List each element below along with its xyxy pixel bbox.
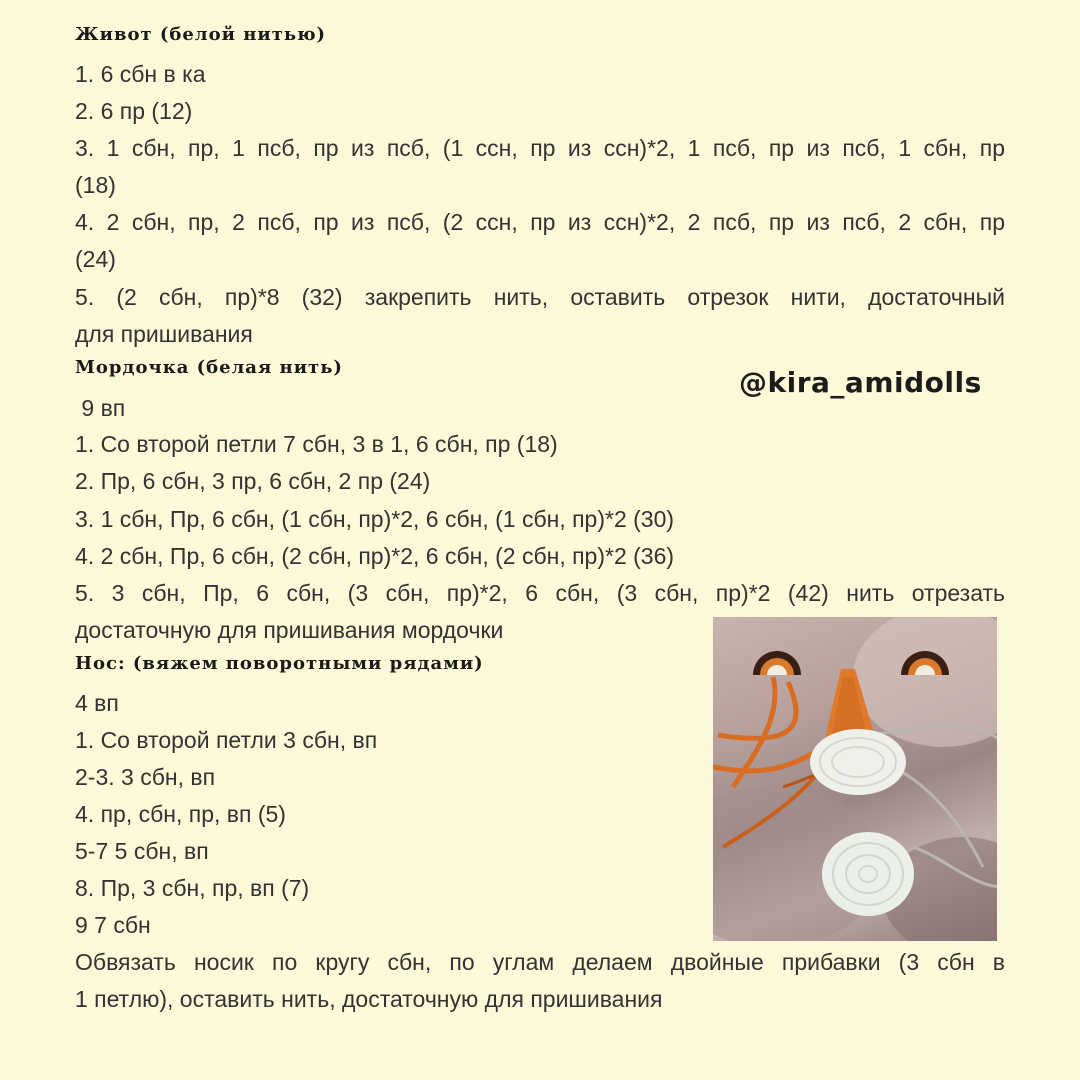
belly-row-2: 2. 6 пр (12) [75,98,193,124]
belly-row-5: 5. (2 сбн, пр)*8 (32) закрепить нить, оставить отрезок нити, достаточный [75,284,1005,310]
muzzle-row-1: 1. Со второй петли 7 сбн, 3 в 1, 6 сбн, пр (18) [75,431,558,457]
belly-row-5-cont: для пришивания [75,321,253,347]
muzzle-row-2: 2. Пр, 6 сбн, 3 пр, 6 сбн, 2 пр (24) [75,468,431,494]
nose-row-5: 8. Пр, 3 сбн, пр, вп (7) [75,875,310,901]
belly-row-4: 4. 2 сбн, пр, 2 псб, пр из псб, (2 ссн, пр из ссн)*2, 2 псб, пр из псб, 2 сбн, пр [75,209,1005,235]
belly-row-3: 3. 1 сбн, пр, 1 псб, пр из псб, (1 ссн, пр из ссн)*2, 1 псб, пр из псб, 1 сбн, пр [75,135,1005,161]
nose-row-6: 9 7 сбн [75,912,151,938]
nose-row-7: Обвязать носик по кругу сбн, по углам делаем двойные прибавки (3 сбн в [75,949,1005,975]
belly-row-1: 1. 6 сбн в ка [75,61,206,87]
muzzle-row-5-cont: достаточную для пришивания мордочки [75,617,504,643]
muzzle-row-3: 3. 1 сбн, Пр, 6 сбн, (1 сбн, пр)*2, 6 сбн, (1 сбн, пр)*2 (30) [75,506,675,532]
belly-row-3-cont: (18) [75,172,116,198]
muzzle-row-4: 4. 2 сбн, Пр, 6 сбн, (2 сбн, пр)*2, 6 сбн, (2 сбн, пр)*2 (36) [75,543,675,569]
belly-row-4-cont: (24) [75,246,116,272]
muzzle-row-5: 5. 3 сбн, Пр, 6 сбн, (3 сбн, пр)*2, 6 сбн, (3 сбн, пр)*2 (42) нить отрезать [75,580,1005,606]
nose-row-3: 4. пр, сбн, пр, вп (5) [75,801,286,827]
crochet-parts-illustration [713,617,997,941]
nose-row-1: 1. Со второй петли 3 сбн, вп [75,727,378,753]
nose-row-2: 2-3. 3 сбн, вп [75,764,216,790]
nose-heading: Нос: (вяжем поворотными рядами) [75,653,484,674]
belly-heading: Живот (белой нитью) [75,24,327,45]
muzzle-row-0: 9 вп [75,395,126,421]
nose-row-4: 5-7 5 сбн, вп [75,838,209,864]
nose-row-0: 4 вп [75,690,119,716]
watermark-handle: @kira_amidolls [739,366,982,399]
muzzle-heading: Мордочка (белая нить) [75,357,343,378]
nose-row-7-cont: 1 петлю), оставить нить, достаточную для пришивания [75,986,663,1012]
crochet-parts-photo [713,617,997,941]
